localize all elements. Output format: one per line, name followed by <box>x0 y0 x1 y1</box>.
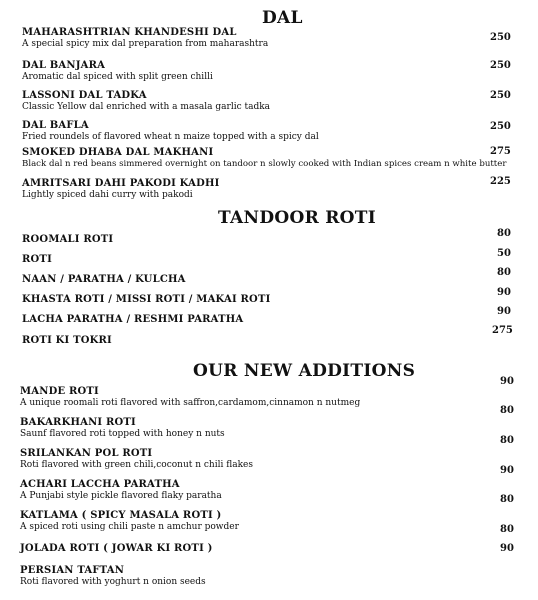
menu-item-name: JOLADA ROTI ( JOWAR KI ROTI ) <box>20 543 213 554</box>
section-title-dal: DAL <box>262 8 303 28</box>
menu-item-name: DAL BANJARA <box>22 60 106 71</box>
menu-item-name: AMRITSARI DAHI PAKODI KADHI <box>22 178 220 189</box>
menu-item-name: PERSIAN TAFTAN <box>20 565 125 576</box>
menu-item-name: ACHARI LACCHA PARATHA <box>20 479 180 490</box>
menu-item-price: 50 <box>497 248 511 259</box>
menu-item-price: 80 <box>497 228 511 239</box>
menu-item-price: 225 <box>490 176 511 187</box>
menu-item-price: 275 <box>490 146 511 157</box>
menu-item-name: ROTI KI TOKRI <box>22 335 112 346</box>
menu-item-name: NAAN / PARATHA / KULCHA <box>22 274 186 285</box>
menu-item-name: MAHARASHTRIAN KHANDESHI DAL <box>22 27 237 38</box>
menu-item-desc: Black dal n red beans simmered overnight on tandoor n slowly cooked with Indian spices cream n white butter <box>22 159 507 169</box>
menu-item-name: KHASTA ROTI / MISSI ROTI / MAKAI ROTI <box>22 294 271 305</box>
menu-item-name: ROOMALI ROTI <box>22 234 114 245</box>
menu-item-price: 250 <box>490 121 511 132</box>
menu-item-name: SRILANKAN POL ROTI <box>20 448 153 459</box>
menu-item-name: LACHA PARATHA / RESHMI PARATHA <box>22 314 244 325</box>
menu-item-desc: A spiced roti using chili paste n amchur powder <box>20 522 239 532</box>
menu-item-price: 90 <box>500 543 514 554</box>
menu-item-price: 90 <box>500 465 514 476</box>
section-title-new-additions: OUR NEW ADDITIONS <box>193 361 416 381</box>
menu-item-desc: Classic Yellow dal enriched with a masala garlic tadka <box>22 102 271 112</box>
menu-item-price: 250 <box>490 32 511 43</box>
menu-item-name: SMOKED DHABA DAL MAKHANI <box>22 147 214 158</box>
menu-item-price: 275 <box>492 325 513 336</box>
menu-item-desc: A Punjabi style pickle flavored flaky paratha <box>20 491 222 501</box>
menu-item-name: DAL BAFLA <box>22 120 89 131</box>
menu-item-desc: A special spicy mix dal preparation from maharashtra <box>22 39 269 49</box>
menu-item-price: 250 <box>490 60 511 71</box>
menu-item-price: 90 <box>497 306 511 317</box>
menu-item-name: KATLAMA ( SPICY MASALA ROTI ) <box>20 510 222 521</box>
menu-item-desc: Lightly spiced dahi curry with pakodi <box>22 190 193 200</box>
menu-item-price: 250 <box>490 90 511 101</box>
menu-item-price: 90 <box>497 287 511 298</box>
menu-item-desc: Roti flavored with green chili,coconut n chili flakes <box>20 460 253 470</box>
menu-item-name: MANDE ROTI <box>20 386 99 397</box>
menu-item-price: 80 <box>500 524 514 535</box>
menu-item-desc: Roti flavored with yoghurt n onion seeds <box>20 577 206 587</box>
menu-item-name: BAKARKHANI ROTI <box>20 417 136 428</box>
menu-item-price: 90 <box>500 376 514 387</box>
menu-item-desc: Fried roundels of flavored wheat n maize topped with a spicy dal <box>22 132 319 142</box>
section-title-tandoor-roti: TANDOOR ROTI <box>218 208 376 228</box>
menu-item-desc: A unique roomali roti flavored with saffron,cardamom,cinnamon n nutmeg <box>20 398 361 408</box>
menu-item-name: LASSONI DAL TADKA <box>22 90 147 101</box>
menu-item-price: 80 <box>500 435 514 446</box>
menu-item-desc: Aromatic dal spiced with split green chilli <box>22 72 213 82</box>
menu-item-desc: Saunf flavored roti topped with honey n nuts <box>20 429 225 439</box>
menu-item-price: 80 <box>500 494 514 505</box>
menu-item-name: ROTI <box>22 254 52 265</box>
menu-item-price: 80 <box>500 405 514 416</box>
menu-item-price: 80 <box>497 267 511 278</box>
